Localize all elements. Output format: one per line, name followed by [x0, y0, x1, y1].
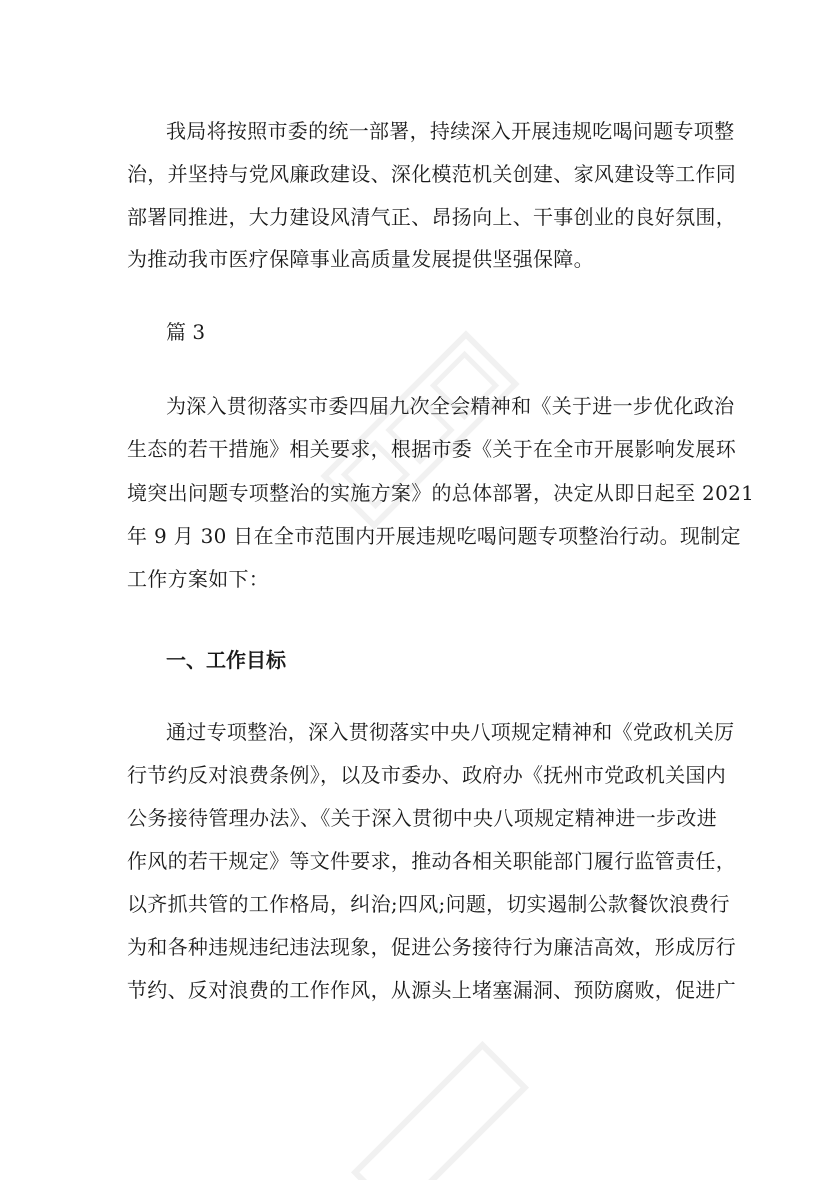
paragraph-3-line: 通过专项整治，深入贯彻落实中央八项规定精神和《党政机关厉: [166, 720, 735, 744]
paragraph-1-line: 我局将按照市委的统一部署，持续深入开展违规吃喝问题专项整: [166, 119, 735, 143]
paragraph-3-line: 作风的若干规定》等文件要求，推动各相关职能部门履行监管责任，: [127, 849, 736, 873]
watermark-stamp: [330, 1020, 550, 1180]
paragraph-2-line: 境突出问题专项整治的实施方案》的总体部署，决定从即日起至 2021: [127, 481, 755, 505]
paragraph-1-line: 部署同推进，大力建设风清气正、昂扬向上、干事创业的良好氛围，: [127, 205, 736, 229]
paragraph-2-line: 年 9 月 30 日在全市范围内开展违规吃喝问题专项整治行动。现制定: [127, 524, 741, 548]
paragraph-2-line: 工作方案如下：: [127, 567, 270, 591]
paragraph-3-line: 行节约反对浪费条例》，以及市委办、政府办《抚州市党政机关国内: [127, 763, 726, 787]
paragraph-3-line: 节约、反对浪费的工作作风，从源头上堵塞漏洞、预防腐败，促进广: [127, 978, 736, 1002]
paragraph-3-line: 公务接待管理办法》、《关于深入贯彻中央八项规定精神进一步改进: [127, 806, 717, 830]
section-heading: 一、工作目标: [166, 648, 286, 672]
watermark-stamp: [290, 300, 550, 560]
paragraph-3-line: 以齐抓共管的工作格局，纠治;四风;问题，切实遏制公款餐饮浪费行: [127, 892, 730, 916]
section-label: 篇 3: [166, 320, 206, 344]
paragraph-3-line: 为和各种违规违纪违法现象，促进公务接待行为廉洁高效，形成厉行: [127, 935, 736, 959]
paragraph-1-line: 为推动我市医疗保障事业高质量发展提供坚强保障。: [127, 247, 594, 271]
paragraph-1-line: 治，并坚持与党风廉政建设、深化模范机关创建、家风建设等工作同: [127, 162, 736, 186]
paragraph-2-line: 为深入贯彻落实市委四届九次全会精神和《关于进一步优化政治: [166, 394, 735, 418]
paragraph-2-line: 生态的若干措施》相关要求，根据市委《关于在全市开展影响发展环: [127, 437, 736, 461]
